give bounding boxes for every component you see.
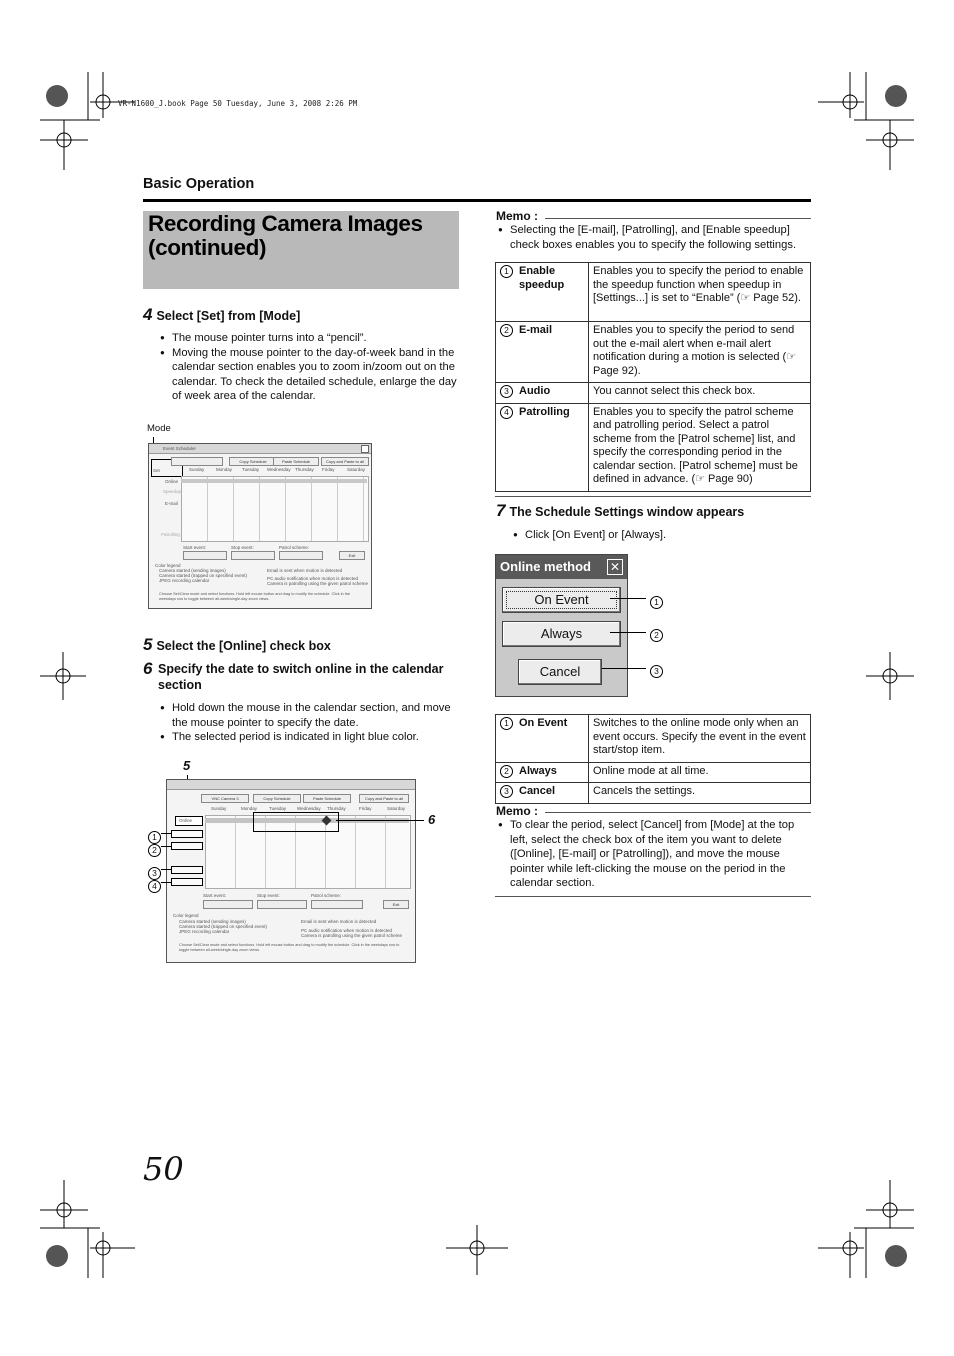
patrolling-checkbox-box[interactable] — [171, 878, 203, 886]
patrol-scheme-select[interactable] — [311, 900, 363, 909]
bullet-item: ● Moving the mouse pointer to the day-of-week band in the calendar section enables you to zoom in/zoom out on the calendar. To check the detailed schedule, enlarge the day of week area of the calendar. — [160, 346, 458, 404]
day-label: Wednesday — [297, 806, 321, 811]
table-row — [496, 263, 811, 322]
row-label: Speedup — [163, 489, 182, 494]
event-scheduler-screenshot — [148, 443, 372, 609]
email-checkbox-box[interactable] — [171, 842, 203, 850]
paste-schedule-button[interactable]: Paste Schedule — [273, 457, 319, 466]
step-text: Select [Set] from [Mode] — [156, 309, 301, 323]
table-row — [496, 762, 811, 783]
day-label: Thursday — [295, 467, 314, 472]
window-title: Event Scheduler — [163, 446, 197, 451]
marker-line — [161, 882, 171, 883]
callout-6: 6 — [428, 812, 436, 827]
step-text: The Schedule Settings window appears — [509, 505, 745, 519]
print-slug: VR-N1600_J.book Page 50 Tuesday, June 3, 2008 2:26 PM — [118, 99, 358, 108]
close-icon[interactable]: ✕ — [607, 559, 623, 575]
table-desc: Cancels the settings. — [589, 783, 811, 804]
row-label: E-mail — [165, 501, 178, 506]
calendar-grid[interactable] — [181, 476, 369, 542]
legend-item: Camera started (sending images) — [159, 568, 226, 573]
legend-item: JPEG recording calendar — [159, 578, 210, 583]
marker-line — [161, 846, 171, 847]
legend-item: Camera started (trapped on specified event) — [179, 924, 268, 929]
page-title-line2: (continued) — [148, 235, 267, 260]
step-4 — [143, 307, 300, 324]
copy-schedule-button[interactable]: Copy Schedule — [253, 794, 301, 803]
step-5 — [143, 637, 331, 654]
step-7-bullets — [513, 528, 803, 543]
page-title-line1: Recording Camera Images — [148, 211, 423, 236]
step-7-rule — [495, 496, 811, 497]
day-label: Tuesday — [242, 467, 260, 472]
legend-item: PC audio notification when motion is detected — [301, 928, 393, 933]
calendar-band — [181, 479, 367, 483]
stop-event-select[interactable] — [257, 900, 307, 909]
memo-1-rule — [545, 218, 811, 219]
section-header: Basic Operation — [143, 176, 255, 192]
step-number: 6 — [143, 659, 153, 678]
hint-text: Choose Set/Clear mode and select functions. Hold left mouse button and drag to modify the schedule. Click in the weekdays row to toggle between all-week/single-day zoom views. — [159, 592, 351, 601]
step-6 — [143, 661, 459, 693]
table-row — [496, 403, 811, 491]
always-button[interactable]: Always — [502, 621, 621, 647]
step-4-bullets — [160, 331, 458, 404]
day-label: Sunday — [189, 467, 205, 472]
row-label: Online — [165, 479, 179, 484]
online-method-dialog — [495, 554, 628, 697]
start-event-select[interactable] — [183, 551, 227, 560]
field-label: Patrol scheme: — [311, 893, 342, 898]
step-text: Specify the date to switch online in the calendar section — [158, 662, 444, 692]
table-key: 3 Audio — [496, 383, 589, 404]
speedup-checkbox-box[interactable] — [171, 830, 203, 838]
day-label: Tuesday — [269, 806, 287, 811]
legend-item: JPEG recording calendar — [179, 929, 230, 934]
page-number: 50 — [143, 1150, 184, 1188]
title-bar — [167, 780, 415, 790]
legend-item: Camera is patrolling using the given patrol scheme — [301, 933, 403, 938]
memo-1-text — [498, 223, 810, 252]
day-label: Wednesday — [267, 467, 291, 472]
field-label: Stop event: — [257, 893, 280, 898]
step-6-bullets — [160, 701, 458, 745]
table-key: 2 Always — [496, 762, 589, 783]
legend-item: Email is sent when motion is detected — [267, 568, 343, 573]
dialog-marker-3: 3 — [650, 661, 669, 679]
copy-paste-all-button[interactable]: Copy and Paste to all — [321, 457, 369, 466]
dialog-title: Online method — [496, 555, 627, 579]
field-label: Patrol scheme: — [279, 545, 310, 550]
legend-item: Camera started (sending images) — [179, 919, 246, 924]
marker-4: 4 — [148, 876, 167, 894]
legend-item: Camera started (trapped on specified event) — [159, 573, 248, 578]
page-title-box — [143, 211, 459, 289]
day-label: Saturday — [347, 467, 366, 472]
legend-item: Camera is patrolling using the given patrol scheme — [267, 581, 369, 586]
camera-select[interactable] — [171, 457, 223, 466]
online-method-table — [495, 714, 811, 804]
patrol-scheme-select[interactable] — [279, 551, 323, 560]
start-event-select[interactable] — [203, 900, 253, 909]
bullet-item: ● To clear the period, select [Cancel] from [Mode] at the top left, select the check box of the item you want to delete ([Online], [E-mail] or [Patrolling]), and move the mouse pointer while left-clicking the mouse on the period in the calendar section. — [498, 818, 810, 891]
close-icon — [361, 445, 369, 453]
page-title — [148, 212, 423, 260]
header-rule — [143, 199, 811, 202]
table-desc: Enables you to specify the period to enable the speedup function when speedup in [Settings...] is set to “Enable” (☞ Page 52). — [589, 263, 811, 322]
day-label: Friday — [359, 806, 372, 811]
settings-table — [495, 262, 811, 492]
memo-1-label: Memo : — [496, 209, 538, 223]
table-row — [496, 715, 811, 763]
table-key: 3 Cancel — [496, 783, 589, 804]
table-desc: Enables you to specify the period to send out the e-mail alert when e-mail alert notification during a motion is selected (☞ Page 92). — [589, 322, 811, 383]
day-label: Monday — [241, 806, 258, 811]
paste-schedule-button[interactable]: Paste Schedule — [303, 794, 351, 803]
exit-button[interactable]: Exit — [383, 900, 409, 909]
online-checkbox-label: Online — [179, 818, 193, 823]
field-label: Stop event: — [231, 545, 254, 550]
copy-schedule-button[interactable]: Copy Schedule — [229, 457, 277, 466]
row-label: Patrolling — [161, 532, 180, 537]
table-row — [496, 322, 811, 383]
callout-5: 5 — [183, 758, 191, 773]
field-label: Start event: — [203, 893, 227, 898]
online-checkbox-box[interactable] — [175, 816, 203, 826]
memo-2-bottom-rule — [495, 896, 811, 897]
table-desc: Online mode at all time. — [589, 762, 811, 783]
marker-line — [161, 869, 171, 870]
dialog-marker-line — [602, 668, 646, 669]
marker-3: 3 — [148, 863, 167, 881]
day-label: Saturday — [387, 806, 406, 811]
day-header-row — [181, 466, 367, 474]
bullet-item: ● Hold down the mouse in the calendar section, and move the mouse pointer to specify the date. — [160, 701, 458, 730]
day-label: Thursday — [327, 806, 346, 811]
table-key: 2 E-mail — [496, 322, 589, 383]
dialog-marker-2: 2 — [650, 625, 669, 643]
step-number: 4 — [143, 305, 153, 324]
table-key: 1 On Event — [496, 715, 589, 763]
camera-select[interactable]: VNC Camera 3 — [201, 794, 249, 803]
day-label: Sunday — [211, 806, 227, 811]
table-desc: You cannot select this check box. — [589, 383, 811, 404]
mode-value: Set — [153, 468, 160, 473]
dialog-marker-1: 1 — [650, 592, 669, 610]
audio-checkbox-box[interactable] — [171, 866, 203, 874]
dialog-marker-line — [610, 598, 646, 599]
legend-title: Color legend — [155, 563, 181, 568]
marker-line — [161, 833, 171, 834]
marker-1: 1 — [148, 827, 167, 845]
legend-item: PC audio notification when motion is detected — [267, 576, 359, 581]
table-desc: Enables you to specify the patrol scheme and patrolling period. Select a patrol scheme from the [Patrol scheme] list, and specify the corresponding period in the calendar section. [Patrol scheme] must be defined in advance. (☞ Page 90) — [589, 403, 811, 491]
copy-paste-all-button[interactable]: Copy and Paste to all — [359, 794, 409, 803]
step-7 — [496, 503, 744, 520]
dialog-marker-line — [610, 632, 646, 633]
stop-event-select[interactable] — [231, 551, 275, 560]
bullet-item: ● The selected period is indicated in light blue color. — [160, 730, 458, 745]
memo-2-rule — [545, 812, 811, 813]
online-schedule-screenshot — [166, 779, 416, 963]
table-row — [496, 783, 811, 804]
bullet-item: ● Click [On Event] or [Always]. — [513, 528, 803, 543]
mode-label: Mode — [147, 423, 171, 434]
step-number: 5 — [143, 635, 153, 654]
exit-button[interactable]: Exit — [339, 551, 365, 560]
bullet-item: ● Selecting the [E-mail], [Patrolling], and [Enable speedup] check boxes enables you to specify the following settings. — [498, 223, 810, 252]
memo-2-text — [498, 818, 810, 891]
step-number: 7 — [496, 501, 506, 520]
legend-item: Email is sent when motion is detected — [301, 919, 377, 924]
cancel-button[interactable]: Cancel — [518, 659, 602, 685]
table-desc: Switches to the online mode only when an event occurs. Specify the event in the event start/stop item. — [589, 715, 811, 763]
bullet-item: ● The mouse pointer turns into a “pencil”. — [160, 331, 458, 346]
field-label: Start event: — [183, 545, 207, 550]
day-label: Monday — [216, 467, 233, 472]
on-event-button[interactable]: On Event — [502, 587, 621, 613]
table-key: 1 Enable speedup — [496, 263, 589, 322]
memo-2-label: Memo : — [496, 804, 538, 818]
step-text: Select the [Online] check box — [156, 639, 331, 653]
marker-2: 2 — [148, 840, 167, 858]
table-row — [496, 383, 811, 404]
legend-title: Color legend — [173, 913, 199, 918]
day-label: Friday — [322, 467, 335, 472]
table-key: 4 Patrolling — [496, 403, 589, 491]
hint-text: Choose Set/Clear mode and select functions. Hold left mouse button and drag to modify the schedule. Click in the weekdays row to toggle between all-week/single-day zoom views. — [179, 943, 400, 952]
callout-6-line — [336, 820, 424, 821]
